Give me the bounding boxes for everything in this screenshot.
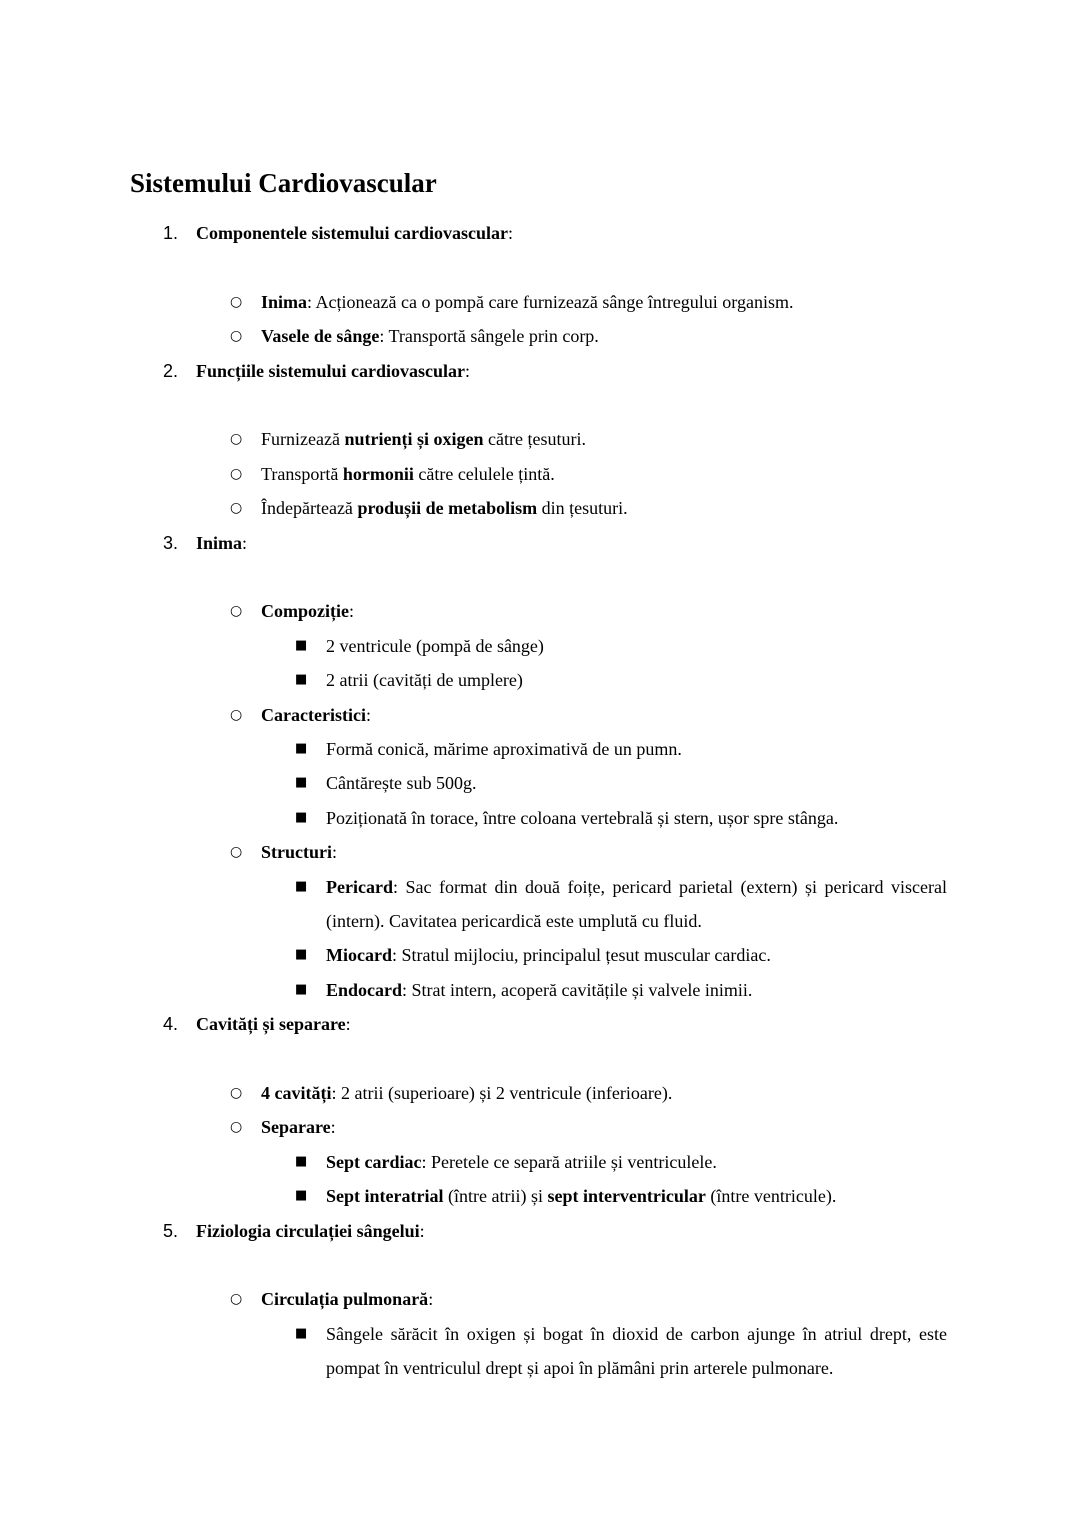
square-bullet-icon: ■ xyxy=(295,981,308,997)
bold-text: Sept cardiac xyxy=(326,1151,422,1172)
bold-text: Cavități și separare xyxy=(196,1014,346,1035)
list-item xyxy=(261,457,555,491)
text: Formă conică, mărime aproximativă de un pumn. xyxy=(326,739,682,759)
bold-text: Caracteristici xyxy=(261,704,366,725)
sub-list-item xyxy=(326,1179,836,1213)
text: : xyxy=(465,360,471,381)
square-bullet-icon: ■ xyxy=(295,809,308,825)
text: : xyxy=(508,223,514,243)
square-bullet-icon: ■ xyxy=(295,672,308,688)
bold-text: Vasele de sânge xyxy=(261,326,380,347)
list-item xyxy=(261,285,793,319)
text: din țesuturi. xyxy=(537,498,628,519)
text: : Sac format din două foițe, pericard parietal (extern) și pericard visceral (intern). Cavitatea pericardică este umplută cu fluid. xyxy=(326,876,947,931)
list-number: 2. xyxy=(163,360,179,381)
text: : Peretele ce separă atriile și ventriculele. xyxy=(421,1151,717,1172)
circle-bullet-icon: ○ xyxy=(230,431,243,448)
bold-text: 4 cavități xyxy=(261,1083,332,1103)
text: 2 ventricule (pompă de sânge) xyxy=(326,635,544,656)
bold-text: sept interventricular xyxy=(547,1186,706,1207)
square-bullet-icon: ■ xyxy=(295,1325,308,1341)
square-bullet-icon: ■ xyxy=(295,1188,308,1204)
text: către țesuturi. xyxy=(483,429,586,450)
bold-text: Endocard xyxy=(326,979,403,1000)
bold-text: Inima xyxy=(261,291,308,312)
bold-text: Pericard xyxy=(326,876,393,897)
circle-bullet-icon: ○ xyxy=(230,706,243,723)
bold-text: Componentele sistemului cardiovascular xyxy=(196,223,508,243)
text: : xyxy=(348,601,354,622)
section-heading xyxy=(196,526,247,560)
sub-list-item xyxy=(326,1145,717,1179)
text: : Acționează ca o pompă care furnizează sânge întregului organism. xyxy=(307,291,794,312)
section-heading xyxy=(196,216,513,250)
bold-text: Structuri xyxy=(261,842,332,863)
circle-bullet-icon: ○ xyxy=(230,500,243,517)
sub-list-item xyxy=(326,973,752,1007)
text: : xyxy=(332,842,338,863)
text: : xyxy=(242,532,248,553)
sub-list-item xyxy=(326,766,476,800)
text: : Stratul mijlociu, principalul țesut muscular cardiac. xyxy=(391,945,771,966)
circle-bullet-icon: ○ xyxy=(230,603,243,620)
text: : xyxy=(428,1289,434,1310)
list-item xyxy=(261,491,628,525)
bold-text: Fiziologia circulației sângelui xyxy=(196,1220,420,1241)
text: Transportă xyxy=(261,463,343,484)
text: : xyxy=(345,1014,351,1035)
bold-text: Circulația pulmonară xyxy=(261,1289,429,1310)
bold-text: Inima xyxy=(196,532,243,553)
sub-list-item xyxy=(326,938,771,972)
list-number: 5. xyxy=(163,1220,179,1241)
text: 2 atrii (cavități de umplere) xyxy=(326,670,523,691)
bold-text: nutrienți xyxy=(344,429,413,450)
sub-list-item xyxy=(326,801,838,835)
text: Furnizează xyxy=(261,429,345,450)
bold-text: Funcțiile sistemului cardiovascular xyxy=(196,360,465,381)
square-bullet-icon: ■ xyxy=(295,741,308,756)
list-item xyxy=(261,1282,433,1316)
list-item xyxy=(261,698,371,732)
text: către celulele țintă. xyxy=(413,463,555,484)
circle-bullet-icon: ○ xyxy=(230,465,243,482)
text: Sângele sărăcit în oxigen și bogat în dioxid de carbon ajunge în atriul drept, este pompat în ventriculul drept și apoi în plămâni prin arterele pulmonare. xyxy=(326,1323,947,1379)
list-number: 4. xyxy=(163,1014,179,1035)
text: : Strat intern, acoperă cavitățile și valvele inimii. xyxy=(402,979,753,1000)
section-heading xyxy=(196,354,470,388)
sub-list-item xyxy=(326,732,682,766)
text: : xyxy=(365,704,371,725)
square-bullet-icon: ■ xyxy=(295,775,308,791)
list-item xyxy=(261,319,599,353)
bold-text: Separare xyxy=(261,1117,331,1138)
bold-text: hormonii xyxy=(342,463,414,484)
bold-text: produșii de metabolism xyxy=(357,498,538,519)
sub-list-item xyxy=(326,663,523,697)
text: : xyxy=(419,1220,425,1241)
circle-bullet-icon: ○ xyxy=(230,1085,243,1101)
list-item xyxy=(261,1110,336,1144)
text: Poziționată în torace, între coloana vertebrală și stern, ușor spre stânga. xyxy=(326,807,839,828)
circle-bullet-icon: ○ xyxy=(230,1119,243,1136)
text: (între atrii) și xyxy=(443,1186,548,1207)
list-item xyxy=(261,1076,672,1110)
circle-bullet-icon: ○ xyxy=(230,844,243,861)
list-number: 1. xyxy=(163,223,179,243)
sub-list-item xyxy=(326,1317,947,1386)
text: : Transportă sângele prin corp. xyxy=(379,326,599,347)
text: : xyxy=(330,1117,336,1138)
square-bullet-icon: ■ xyxy=(295,637,308,653)
bold-text: și oxigen xyxy=(416,429,484,450)
sub-list-item xyxy=(326,870,947,939)
section-heading xyxy=(196,1007,351,1041)
circle-bullet-icon: ○ xyxy=(230,1291,243,1308)
square-bullet-icon: ■ xyxy=(295,947,308,963)
list-number: 3. xyxy=(163,532,179,553)
list-item xyxy=(261,594,354,628)
list-item xyxy=(261,835,337,869)
sub-list-item xyxy=(326,629,544,663)
page-title: Sistemului Cardiovascular xyxy=(130,168,437,199)
text: (între ventricule). xyxy=(705,1186,837,1207)
bold-text: Compoziție xyxy=(261,601,349,622)
bold-text: Miocard xyxy=(326,945,392,966)
circle-bullet-icon: ○ xyxy=(230,293,243,310)
text: Îndepărtează xyxy=(261,498,358,519)
bold-text: Sept interatrial xyxy=(326,1186,444,1207)
square-bullet-icon: ■ xyxy=(295,1153,308,1169)
text: : 2 atrii (superioare) și 2 ventricule (inferioare). xyxy=(331,1083,673,1103)
circle-bullet-icon: ○ xyxy=(230,328,243,345)
list-item xyxy=(261,422,586,456)
square-bullet-icon: ■ xyxy=(295,878,308,894)
text: Cântărește sub 500g. xyxy=(326,773,477,794)
section-heading xyxy=(196,1214,425,1248)
